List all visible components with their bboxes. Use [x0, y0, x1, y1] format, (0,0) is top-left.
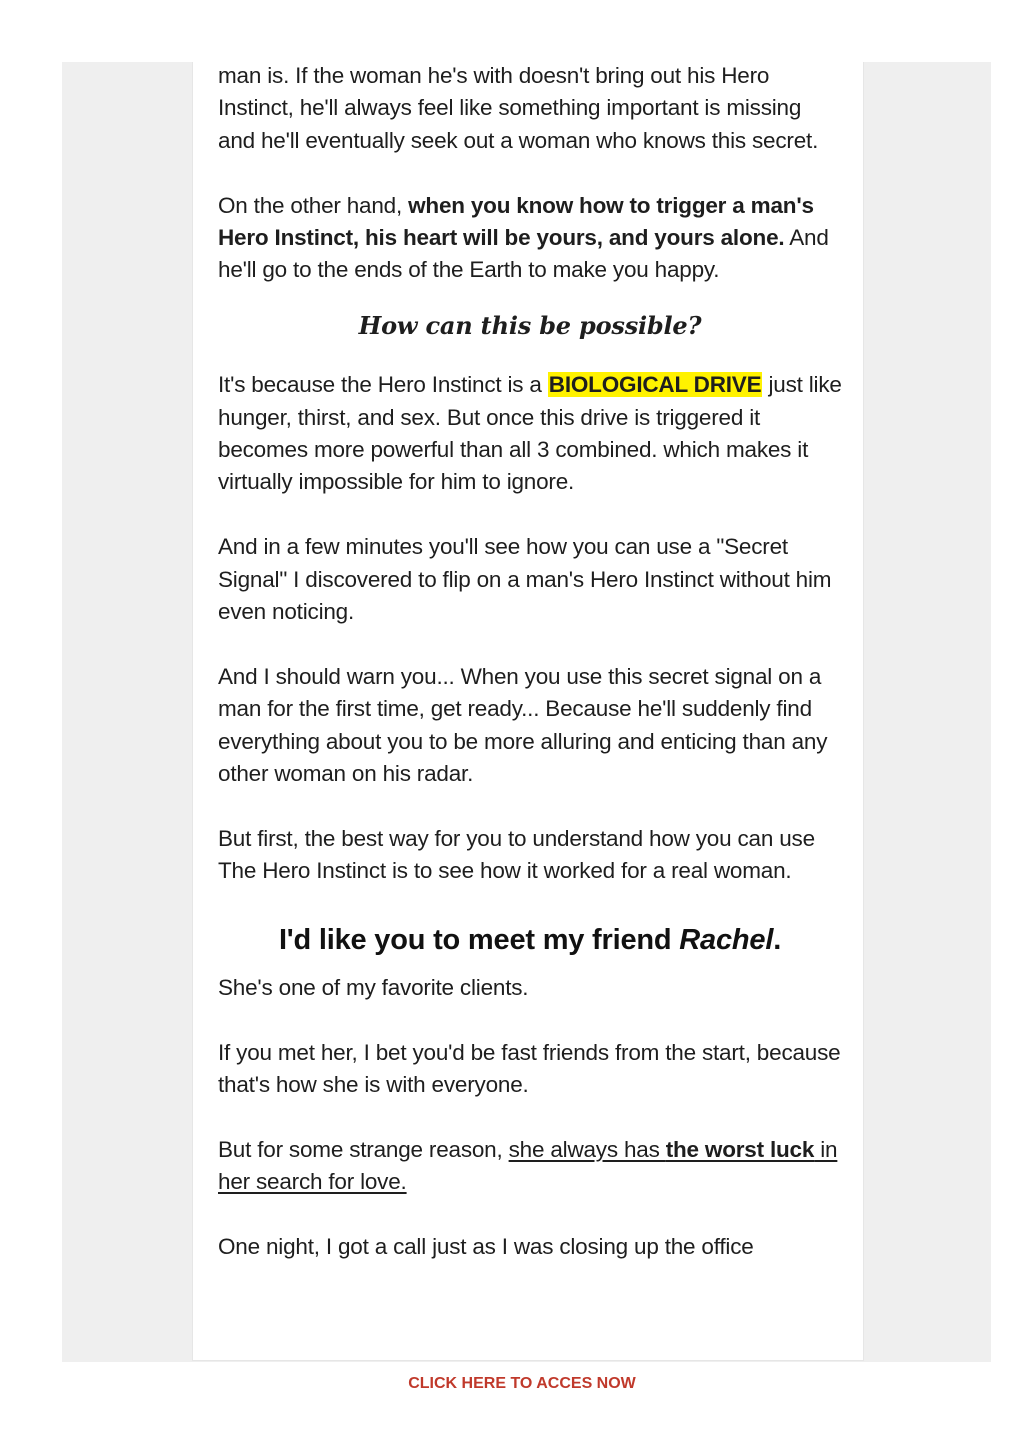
heading-meet-rachel [218, 922, 842, 958]
underlined-bold: the worst luck [665, 1137, 815, 1163]
heading-meet-end: . [773, 924, 782, 957]
paragraph-fast-friends: If you met her, I bet you'd be fast friends from the start, because that's how she is with everyone. [218, 1039, 841, 1098]
paragraph-biological-drive [218, 369, 842, 499]
paragraph-other-hand-start: On the other hand, [218, 192, 409, 218]
paragraph-worst-luck-start: But for some strange reason, [218, 1137, 509, 1163]
article-body [218, 62, 842, 1296]
paragraph-hero-instinct-missing: man is. If the woman he's with doesn't bring out his Hero Instinct, he'll always feel like something important is missing and he'll eventually seek out a woman who knows this secret. [218, 63, 819, 153]
cta-link[interactable]: CLICK HERE TO ACCES NOW [408, 1375, 636, 1392]
heading-meet-start: I'd like you to meet my friend [278, 924, 680, 957]
paragraph-favorite-clients: She's one of my favorite clients. [218, 975, 529, 1001]
paragraph-biological-start: It's because the Hero Instinct is a [218, 372, 548, 398]
subheading-possible: How can this be possible? [358, 311, 702, 341]
paragraph-other-hand-end: And he'll go to the ends of the Earth to make you happy. [218, 225, 829, 283]
underlined-start: she always has [508, 1137, 666, 1163]
underlined-end: in her search for love. [218, 1137, 838, 1195]
paragraph-warn-you: And I should warn you... When you use this secret signal on a man for the first time, get ready... Because he'll suddenly find everything about you to be more alluring and enticing than any other woman on his radar. [218, 663, 828, 787]
paragraph-worst-luck [218, 1134, 842, 1199]
paragraph-secret-signal: And in a few minutes you'll see how you can use a "Secret Signal" I discovered to flip on a man's Hero Instinct without him even noticing. [218, 534, 832, 625]
article-column [192, 62, 864, 1361]
paragraph-other-hand-bold: when you know how to trigger a man's Hero Instinct, his heart will be yours, and yours alone. [218, 192, 814, 251]
paragraph-biological-end: just like hunger, thirst, and sex. But once this drive is triggered it becomes more powerful than all 3 combined. which makes it virtually impossible for him to ignore. [218, 372, 842, 495]
paragraph-best-way: But first, the best way for you to understand how you can use The Hero Instinct is to see how it worked for a real woman. [218, 825, 815, 884]
paragraph-one-night: One night, I got a call just as I was closing up the office [218, 1234, 754, 1260]
highlight-biological-drive: BIOLOGICAL DRIVE [548, 372, 762, 398]
paragraph-other-hand [218, 190, 842, 287]
heading-meet-name: Rachel [679, 924, 774, 957]
